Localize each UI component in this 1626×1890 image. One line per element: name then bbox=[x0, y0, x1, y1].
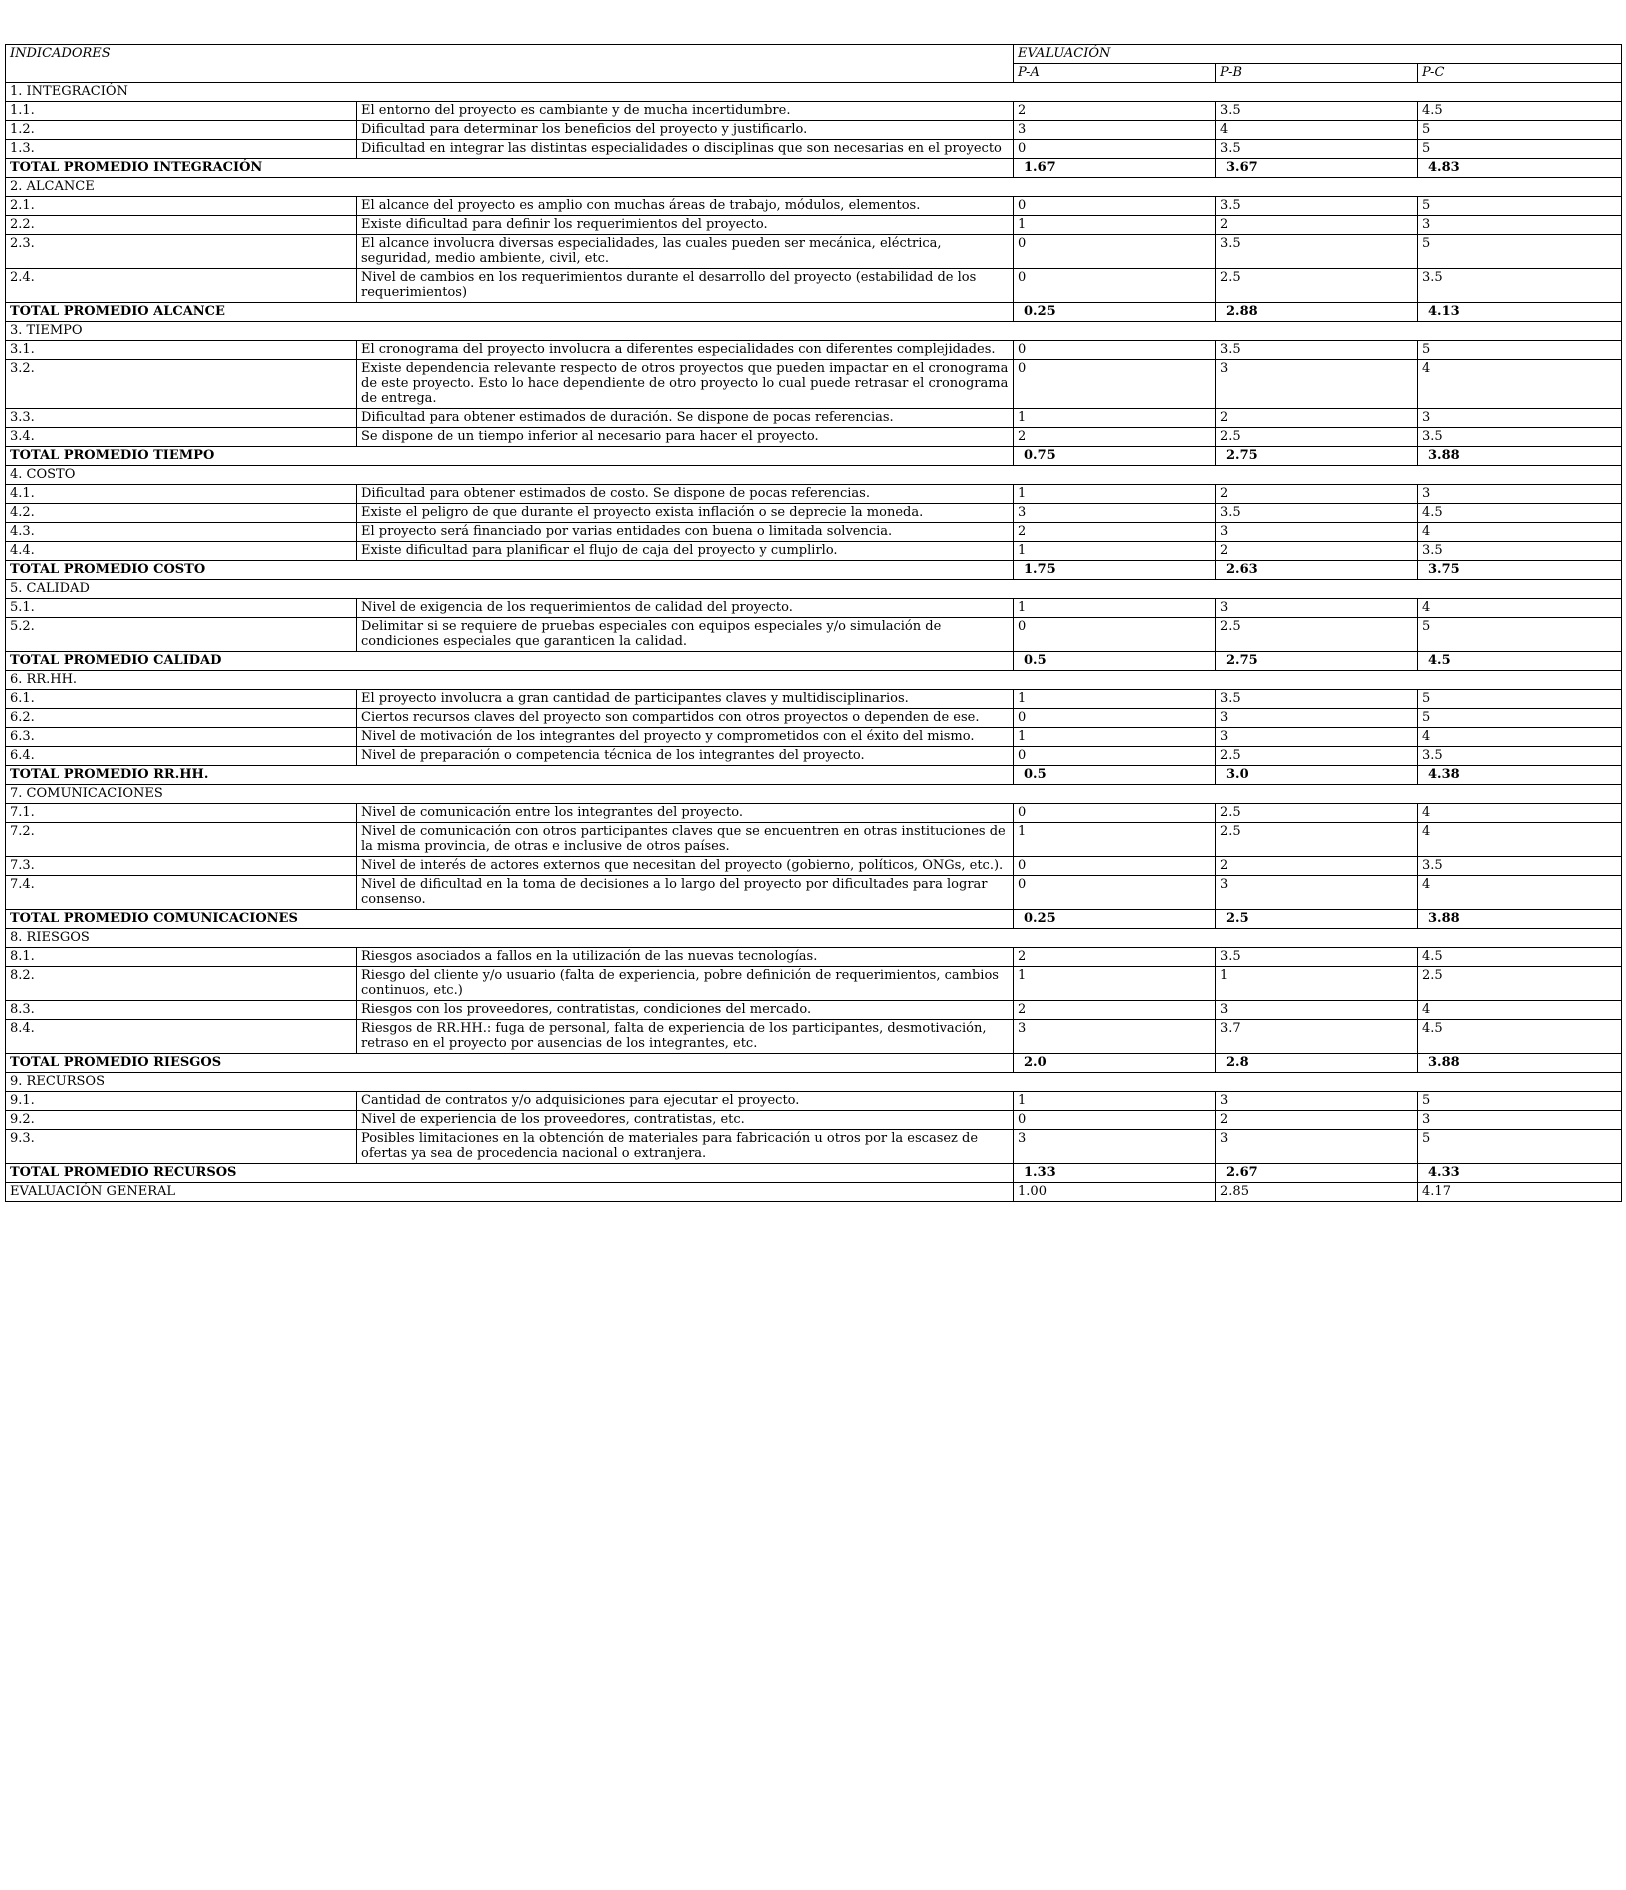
item-value-pb: 3 bbox=[1216, 876, 1418, 910]
section-title: 6. RR.HH. bbox=[6, 671, 1622, 690]
item-value-pc: 5 bbox=[1418, 1092, 1622, 1111]
item-value-pc: 4.5 bbox=[1418, 504, 1622, 523]
item-value-pb: 2 bbox=[1216, 409, 1418, 428]
item-description: Nivel de experiencia de los proveedores, contratistas, etc. bbox=[357, 1111, 1014, 1130]
item-value-pa: 1 bbox=[1014, 967, 1216, 1001]
total-row bbox=[6, 159, 1622, 178]
item-number: 2.2. bbox=[6, 216, 357, 235]
item-value-pa: 0 bbox=[1014, 747, 1216, 766]
table-row bbox=[6, 967, 1622, 1001]
table-row bbox=[6, 121, 1622, 140]
total-value-pb: 2.63 bbox=[1216, 561, 1418, 580]
item-value-pa: 3 bbox=[1014, 121, 1216, 140]
total-value-pb: 2.8 bbox=[1216, 1054, 1418, 1073]
item-value-pa: 2 bbox=[1014, 428, 1216, 447]
item-value-pb: 3.7 bbox=[1216, 1020, 1418, 1054]
item-value-pc: 3 bbox=[1418, 409, 1622, 428]
item-value-pa: 0 bbox=[1014, 1111, 1216, 1130]
item-value-pa: 2 bbox=[1014, 948, 1216, 967]
total-label: TOTAL PROMEDIO ALCANCE bbox=[6, 303, 1014, 322]
item-description: El entorno del proyecto es cambiante y de mucha incertidumbre. bbox=[357, 102, 1014, 121]
section-header-row bbox=[6, 785, 1622, 804]
item-value-pa: 0 bbox=[1014, 140, 1216, 159]
total-label: TOTAL PROMEDIO RECURSOS bbox=[6, 1164, 1014, 1183]
table-row bbox=[6, 804, 1622, 823]
item-description: Existe dependencia relevante respecto de otros proyectos que pueden impactar en el cronograma de este proyecto. Esto lo hace dependiente de otro proyecto lo cual puede retrasar el cronograma de entrega. bbox=[357, 360, 1014, 409]
item-number: 2.1. bbox=[6, 197, 357, 216]
table-row bbox=[6, 409, 1622, 428]
item-value-pc: 5 bbox=[1418, 341, 1622, 360]
item-number: 3.4. bbox=[6, 428, 357, 447]
item-value-pc: 2.5 bbox=[1418, 967, 1622, 1001]
section-header-row bbox=[6, 83, 1622, 102]
item-number: 7.4. bbox=[6, 876, 357, 910]
item-value-pa: 1 bbox=[1014, 599, 1216, 618]
item-value-pc: 5 bbox=[1418, 709, 1622, 728]
table-row bbox=[6, 235, 1622, 269]
item-value-pb: 2 bbox=[1216, 857, 1418, 876]
item-value-pa: 1 bbox=[1014, 409, 1216, 428]
item-number: 9.2. bbox=[6, 1111, 357, 1130]
table-row bbox=[6, 504, 1622, 523]
item-value-pb: 2.5 bbox=[1216, 747, 1418, 766]
item-description: Dificultad en integrar las distintas especialidades o disciplinas que son necesarias en el proyecto bbox=[357, 140, 1014, 159]
total-label: TOTAL PROMEDIO COSTO bbox=[6, 561, 1014, 580]
item-description: Nivel de comunicación entre los integrantes del proyecto. bbox=[357, 804, 1014, 823]
item-number: 6.4. bbox=[6, 747, 357, 766]
table-row bbox=[6, 728, 1622, 747]
item-value-pb: 4 bbox=[1216, 121, 1418, 140]
total-value-pa: 1.67 bbox=[1014, 159, 1216, 178]
item-number: 3.2. bbox=[6, 360, 357, 409]
item-description: El alcance involucra diversas especialidades, las cuales pueden ser mecánica, eléctrica, seguridad, medio ambiente, civil, etc. bbox=[357, 235, 1014, 269]
item-value-pc: 3 bbox=[1418, 485, 1622, 504]
total-row bbox=[6, 303, 1622, 322]
item-description: El alcance del proyecto es amplio con muchas áreas de trabajo, módulos, elementos. bbox=[357, 197, 1014, 216]
item-value-pb: 3.5 bbox=[1216, 948, 1418, 967]
item-value-pa: 0 bbox=[1014, 360, 1216, 409]
item-number: 2.4. bbox=[6, 269, 357, 303]
item-description: Nivel de exigencia de los requerimientos de calidad del proyecto. bbox=[357, 599, 1014, 618]
item-value-pc: 4 bbox=[1418, 360, 1622, 409]
item-value-pb: 2 bbox=[1216, 542, 1418, 561]
item-value-pb: 3.5 bbox=[1216, 341, 1418, 360]
table-row bbox=[6, 216, 1622, 235]
item-number: 5.1. bbox=[6, 599, 357, 618]
total-row bbox=[6, 910, 1622, 929]
item-number: 4.4. bbox=[6, 542, 357, 561]
section-header-row bbox=[6, 322, 1622, 341]
item-description: Dificultad para determinar los beneficios del proyecto y justificarlo. bbox=[357, 121, 1014, 140]
total-label: TOTAL PROMEDIO CALIDAD bbox=[6, 652, 1014, 671]
table-row bbox=[6, 1092, 1622, 1111]
section-title: 8. RIESGOS bbox=[6, 929, 1622, 948]
table-row bbox=[6, 876, 1622, 910]
item-value-pb: 2.5 bbox=[1216, 823, 1418, 857]
item-number: 4.1. bbox=[6, 485, 357, 504]
item-value-pa: 2 bbox=[1014, 1001, 1216, 1020]
total-value-pc: 4.83 bbox=[1418, 159, 1622, 178]
item-value-pb: 1 bbox=[1216, 967, 1418, 1001]
total-value-pa: 0.25 bbox=[1014, 303, 1216, 322]
item-value-pb: 2.5 bbox=[1216, 428, 1418, 447]
item-value-pb: 3 bbox=[1216, 523, 1418, 542]
header-row bbox=[6, 45, 1622, 64]
total-value-pb: 3.67 bbox=[1216, 159, 1418, 178]
item-value-pa: 0 bbox=[1014, 197, 1216, 216]
total-value-pc: 3.88 bbox=[1418, 447, 1622, 466]
item-description: Cantidad de contratos y/o adquisiciones para ejecutar el proyecto. bbox=[357, 1092, 1014, 1111]
total-value-pa: 0.25 bbox=[1014, 910, 1216, 929]
item-value-pc: 4 bbox=[1418, 804, 1622, 823]
table-row bbox=[6, 523, 1622, 542]
general-value-pa: 1.00 bbox=[1014, 1183, 1216, 1202]
item-number: 1.2. bbox=[6, 121, 357, 140]
item-value-pc: 5 bbox=[1418, 1130, 1622, 1164]
total-value-pb: 2.88 bbox=[1216, 303, 1418, 322]
table-row bbox=[6, 709, 1622, 728]
item-value-pa: 0 bbox=[1014, 804, 1216, 823]
item-value-pc: 5 bbox=[1418, 121, 1622, 140]
col-header-pc: P-C bbox=[1418, 64, 1622, 83]
item-value-pb: 3 bbox=[1216, 599, 1418, 618]
item-value-pb: 3 bbox=[1216, 1130, 1418, 1164]
item-description: Nivel de dificultad en la toma de decisiones a lo largo del proyecto por dificultades para lograr consenso. bbox=[357, 876, 1014, 910]
evaluacion-header: EVALUACIÓN bbox=[1014, 45, 1622, 64]
item-description: Nivel de interés de actores externos que necesitan del proyecto (gobierno, políticos, ONGs, etc.). bbox=[357, 857, 1014, 876]
item-number: 8.1. bbox=[6, 948, 357, 967]
item-value-pc: 5 bbox=[1418, 235, 1622, 269]
item-value-pa: 1 bbox=[1014, 542, 1216, 561]
item-number: 7.2. bbox=[6, 823, 357, 857]
indicators-table bbox=[5, 44, 1622, 1202]
total-row bbox=[6, 447, 1622, 466]
section-title: 5. CALIDAD bbox=[6, 580, 1622, 599]
item-description: Riesgos de RR.HH.: fuga de personal, falta de experiencia de los participantes, desmotivación, retraso en el proyecto por ausencias de los integrantes, etc. bbox=[357, 1020, 1014, 1054]
item-description: Ciertos recursos claves del proyecto son compartidos con otros proyectos o dependen de ese. bbox=[357, 709, 1014, 728]
item-value-pa: 0 bbox=[1014, 857, 1216, 876]
item-value-pa: 0 bbox=[1014, 235, 1216, 269]
item-value-pb: 3.5 bbox=[1216, 140, 1418, 159]
item-value-pc: 4 bbox=[1418, 599, 1622, 618]
item-value-pb: 3 bbox=[1216, 1001, 1418, 1020]
total-value-pb: 2.75 bbox=[1216, 447, 1418, 466]
item-value-pb: 2.5 bbox=[1216, 618, 1418, 652]
item-value-pc: 3.5 bbox=[1418, 857, 1622, 876]
item-value-pc: 5 bbox=[1418, 197, 1622, 216]
table-row bbox=[6, 1130, 1622, 1164]
table-row bbox=[6, 599, 1622, 618]
item-value-pa: 2 bbox=[1014, 102, 1216, 121]
item-value-pa: 1 bbox=[1014, 690, 1216, 709]
table-row bbox=[6, 542, 1622, 561]
item-value-pb: 3.5 bbox=[1216, 504, 1418, 523]
general-evaluation-label: EVALUACIÓN GENERAL bbox=[6, 1183, 1014, 1202]
item-value-pc: 5 bbox=[1418, 690, 1622, 709]
item-description: Existe dificultad para definir los requerimientos del proyecto. bbox=[357, 216, 1014, 235]
item-number: 4.3. bbox=[6, 523, 357, 542]
table-row bbox=[6, 1020, 1622, 1054]
total-value-pb: 3.0 bbox=[1216, 766, 1418, 785]
total-value-pb: 2.67 bbox=[1216, 1164, 1418, 1183]
item-number: 6.2. bbox=[6, 709, 357, 728]
indicadores-header: INDICADORES bbox=[6, 45, 1014, 83]
item-number: 8.3. bbox=[6, 1001, 357, 1020]
total-value-pa: 0.5 bbox=[1014, 766, 1216, 785]
general-evaluation-row bbox=[6, 1183, 1622, 1202]
item-number: 6.1. bbox=[6, 690, 357, 709]
section-header-row bbox=[6, 929, 1622, 948]
general-value-pb: 2.85 bbox=[1216, 1183, 1418, 1202]
col-header-pa: P-A bbox=[1014, 64, 1216, 83]
item-value-pb: 3.5 bbox=[1216, 235, 1418, 269]
total-value-pc: 3.88 bbox=[1418, 1054, 1622, 1073]
table-row bbox=[6, 341, 1622, 360]
total-label: TOTAL PROMEDIO INTEGRACIÓN bbox=[6, 159, 1014, 178]
item-number: 8.4. bbox=[6, 1020, 357, 1054]
item-number: 7.3. bbox=[6, 857, 357, 876]
item-value-pb: 2 bbox=[1216, 216, 1418, 235]
item-description: Existe dificultad para planificar el flujo de caja del proyecto y cumplirlo. bbox=[357, 542, 1014, 561]
item-number: 9.3. bbox=[6, 1130, 357, 1164]
item-value-pa: 0 bbox=[1014, 341, 1216, 360]
item-description: El proyecto involucra a gran cantidad de participantes claves y multidisciplinarios. bbox=[357, 690, 1014, 709]
item-number: 1.1. bbox=[6, 102, 357, 121]
item-value-pc: 4.5 bbox=[1418, 1020, 1622, 1054]
item-value-pc: 4.5 bbox=[1418, 102, 1622, 121]
total-value-pc: 4.5 bbox=[1418, 652, 1622, 671]
total-value-pa: 0.5 bbox=[1014, 652, 1216, 671]
table-row bbox=[6, 857, 1622, 876]
item-description: Dificultad para obtener estimados de duración. Se dispone de pocas referencias. bbox=[357, 409, 1014, 428]
section-title: 4. COSTO bbox=[6, 466, 1622, 485]
item-number: 8.2. bbox=[6, 967, 357, 1001]
table-row bbox=[6, 269, 1622, 303]
total-label: TOTAL PROMEDIO RR.HH. bbox=[6, 766, 1014, 785]
table-row bbox=[6, 485, 1622, 504]
item-description: Riesgo del cliente y/o usuario (falta de experiencia, pobre definición de requerimientos, cambios continuos, etc.) bbox=[357, 967, 1014, 1001]
total-row bbox=[6, 1164, 1622, 1183]
item-value-pa: 1 bbox=[1014, 728, 1216, 747]
item-description: El proyecto será financiado por varias entidades con buena o limitada solvencia. bbox=[357, 523, 1014, 542]
total-label: TOTAL PROMEDIO TIEMPO bbox=[6, 447, 1014, 466]
total-value-pb: 2.5 bbox=[1216, 910, 1418, 929]
item-description: El cronograma del proyecto involucra a diferentes especialidades con diferentes complejidades. bbox=[357, 341, 1014, 360]
item-value-pc: 4.5 bbox=[1418, 948, 1622, 967]
indicators-table-body bbox=[6, 45, 1622, 1202]
table-row bbox=[6, 823, 1622, 857]
item-description: Nivel de cambios en los requerimientos durante el desarrollo del proyecto (estabilidad de los requerimientos) bbox=[357, 269, 1014, 303]
section-header-row bbox=[6, 178, 1622, 197]
col-header-pb: P-B bbox=[1216, 64, 1418, 83]
item-value-pa: 2 bbox=[1014, 523, 1216, 542]
total-value-pa: 1.33 bbox=[1014, 1164, 1216, 1183]
item-value-pc: 3.5 bbox=[1418, 747, 1622, 766]
total-row bbox=[6, 652, 1622, 671]
item-number: 1.3. bbox=[6, 140, 357, 159]
total-value-pa: 1.75 bbox=[1014, 561, 1216, 580]
table-row bbox=[6, 1001, 1622, 1020]
total-row bbox=[6, 1054, 1622, 1073]
item-value-pa: 3 bbox=[1014, 504, 1216, 523]
item-value-pc: 4 bbox=[1418, 1001, 1622, 1020]
item-value-pc: 5 bbox=[1418, 618, 1622, 652]
item-description: Riesgos con los proveedores, contratistas, condiciones del mercado. bbox=[357, 1001, 1014, 1020]
item-description: Nivel de preparación o competencia técnica de los integrantes del proyecto. bbox=[357, 747, 1014, 766]
item-value-pb: 3.5 bbox=[1216, 690, 1418, 709]
item-value-pb: 2.5 bbox=[1216, 269, 1418, 303]
item-value-pb: 3 bbox=[1216, 1092, 1418, 1111]
total-row bbox=[6, 561, 1622, 580]
general-value-pc: 4.17 bbox=[1418, 1183, 1622, 1202]
item-value-pa: 3 bbox=[1014, 1130, 1216, 1164]
item-number: 7.1. bbox=[6, 804, 357, 823]
item-value-pa: 1 bbox=[1014, 216, 1216, 235]
item-value-pc: 4 bbox=[1418, 876, 1622, 910]
item-value-pb: 3 bbox=[1216, 728, 1418, 747]
item-description: Delimitar si se requiere de pruebas especiales con equipos especiales y/o simulación de condiciones especiales que garanticen la calidad. bbox=[357, 618, 1014, 652]
item-description: Nivel de comunicación con otros participantes claves que se encuentren en otras instituciones de la misma provincia, de otras e inclusive de otros países. bbox=[357, 823, 1014, 857]
item-value-pb: 3 bbox=[1216, 709, 1418, 728]
table-row bbox=[6, 360, 1622, 409]
item-number: 4.2. bbox=[6, 504, 357, 523]
total-value-pc: 3.88 bbox=[1418, 910, 1622, 929]
item-value-pc: 5 bbox=[1418, 140, 1622, 159]
item-value-pc: 3 bbox=[1418, 216, 1622, 235]
item-value-pc: 3 bbox=[1418, 1111, 1622, 1130]
item-value-pc: 4 bbox=[1418, 728, 1622, 747]
total-label: TOTAL PROMEDIO COMUNICACIONES bbox=[6, 910, 1014, 929]
table-row bbox=[6, 197, 1622, 216]
item-value-pa: 0 bbox=[1014, 618, 1216, 652]
item-value-pa: 0 bbox=[1014, 876, 1216, 910]
item-value-pa: 3 bbox=[1014, 1020, 1216, 1054]
table-row bbox=[6, 948, 1622, 967]
table-row bbox=[6, 618, 1622, 652]
item-value-pa: 1 bbox=[1014, 1092, 1216, 1111]
item-number: 3.1. bbox=[6, 341, 357, 360]
total-value-pa: 0.75 bbox=[1014, 447, 1216, 466]
total-value-pc: 3.75 bbox=[1418, 561, 1622, 580]
item-description: Se dispone de un tiempo inferior al necesario para hacer el proyecto. bbox=[357, 428, 1014, 447]
item-number: 6.3. bbox=[6, 728, 357, 747]
item-value-pc: 4 bbox=[1418, 523, 1622, 542]
item-value-pb: 3.5 bbox=[1216, 102, 1418, 121]
total-value-pb: 2.75 bbox=[1216, 652, 1418, 671]
item-number: 2.3. bbox=[6, 235, 357, 269]
table-row bbox=[6, 428, 1622, 447]
item-number: 3.3. bbox=[6, 409, 357, 428]
total-value-pc: 4.38 bbox=[1418, 766, 1622, 785]
section-header-row bbox=[6, 1073, 1622, 1092]
total-value-pc: 4.13 bbox=[1418, 303, 1622, 322]
item-value-pc: 3.5 bbox=[1418, 542, 1622, 561]
item-number: 5.2. bbox=[6, 618, 357, 652]
item-value-pb: 2.5 bbox=[1216, 804, 1418, 823]
section-title: 2. ALCANCE bbox=[6, 178, 1622, 197]
section-header-row bbox=[6, 671, 1622, 690]
total-label: TOTAL PROMEDIO RIESGOS bbox=[6, 1054, 1014, 1073]
item-value-pb: 3 bbox=[1216, 360, 1418, 409]
item-value-pc: 4 bbox=[1418, 823, 1622, 857]
table-row bbox=[6, 690, 1622, 709]
item-value-pb: 3.5 bbox=[1216, 197, 1418, 216]
total-value-pc: 4.33 bbox=[1418, 1164, 1622, 1183]
table-row bbox=[6, 140, 1622, 159]
item-value-pa: 1 bbox=[1014, 823, 1216, 857]
item-value-pa: 0 bbox=[1014, 709, 1216, 728]
item-value-pa: 0 bbox=[1014, 269, 1216, 303]
item-description: Nivel de motivación de los integrantes del proyecto y comprometidos con el éxito del mismo. bbox=[357, 728, 1014, 747]
section-title: 3. TIEMPO bbox=[6, 322, 1622, 341]
table-row bbox=[6, 1111, 1622, 1130]
section-title: 9. RECURSOS bbox=[6, 1073, 1622, 1092]
section-title: 1. INTEGRACIÓN bbox=[6, 83, 1622, 102]
item-description: Riesgos asociados a fallos en la utilización de las nuevas tecnologías. bbox=[357, 948, 1014, 967]
item-number: 9.1. bbox=[6, 1092, 357, 1111]
item-description: Existe el peligro de que durante el proyecto exista inflación o se deprecie la moneda. bbox=[357, 504, 1014, 523]
section-header-row bbox=[6, 466, 1622, 485]
total-row bbox=[6, 766, 1622, 785]
section-header-row bbox=[6, 580, 1622, 599]
total-value-pa: 2.0 bbox=[1014, 1054, 1216, 1073]
table-row bbox=[6, 747, 1622, 766]
table-row bbox=[6, 102, 1622, 121]
section-title: 7. COMUNICACIONES bbox=[6, 785, 1622, 804]
item-value-pb: 2 bbox=[1216, 485, 1418, 504]
item-value-pa: 1 bbox=[1014, 485, 1216, 504]
item-value-pc: 3.5 bbox=[1418, 428, 1622, 447]
item-description: Posibles limitaciones en la obtención de materiales para fabricación u otros por la escasez de ofertas ya sea de procedencia nacional o extranjera. bbox=[357, 1130, 1014, 1164]
item-description: Dificultad para obtener estimados de costo. Se dispone de pocas referencias. bbox=[357, 485, 1014, 504]
item-value-pb: 2 bbox=[1216, 1111, 1418, 1130]
item-value-pc: 3.5 bbox=[1418, 269, 1622, 303]
